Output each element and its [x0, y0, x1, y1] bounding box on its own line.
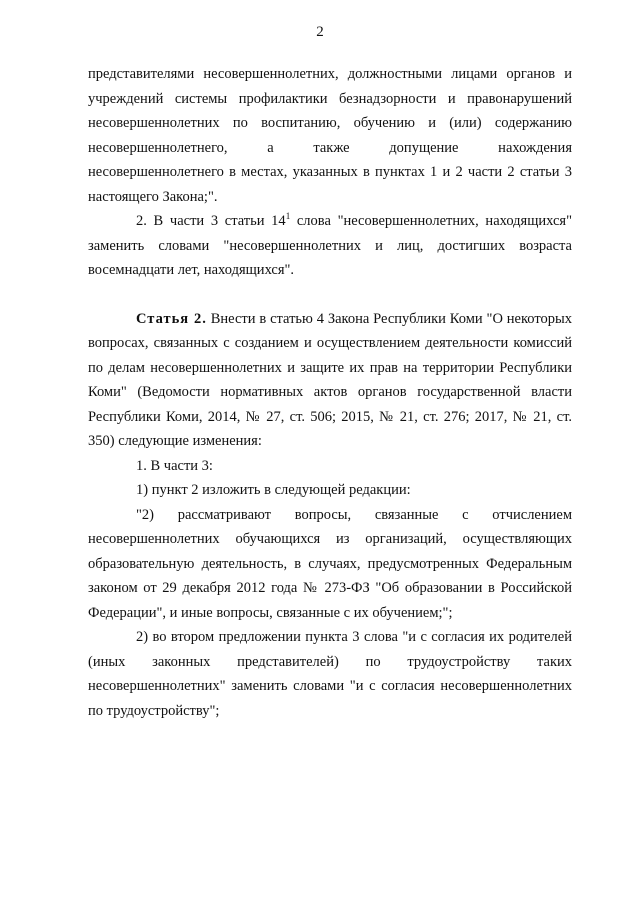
paragraph-point-2: 2) во втором предложении пункта 3 слова "и с согласия их родителей (иных законных представителей) по трудоустройству таких несовершеннолетних" заменить словами "и с согласия несовершеннолетних по трудоустройству"; — [88, 629, 572, 719]
article-superscript: 1 — [285, 211, 291, 222]
article-2-paragraph — [88, 307, 572, 454]
text-line: настоящего Закона;". — [88, 188, 218, 205]
item-2-text-start: 2. В части 3 статьи 14 — [136, 213, 286, 229]
text-line: несовершеннолетнего в местах, указанных в пунктах 1 и 2 части 2 статьи 3 — [88, 164, 572, 180]
text-line: учреждений системы профилактики безнадзорности и правонарушений — [88, 90, 572, 107]
page-number: 2 — [316, 24, 324, 40]
article-2-text: Внести в статью 4 Закона Республики Коми "О некоторых вопросах, связанных с созданием и осуществлением деятельности комиссий по делам несовершеннолетних и защите их прав на территории Республики Коми" (Ведомости нормативных актов органов государственной власти Республики Коми, 2014, № 27, ст. 506; 2015, № 21, ст. 276; 2017, № 21, ст. 350) следующие изменения: — [88, 310, 572, 449]
text-line: несовершеннолетнего, а также допущение нахождения — [88, 139, 572, 156]
paragraph-part-1: 1. В части 3: — [136, 457, 213, 474]
section-spacer — [88, 283, 572, 307]
article-heading: Статья 2. — [136, 310, 207, 327]
paragraph-item-2 — [88, 209, 572, 283]
text-line: представителями несовершеннолетних, должностными лицами органов и — [88, 66, 572, 82]
item-2-text-end: слова "несовершеннолетних, находящихся" заменить словами "несовершеннолетних и лиц, достигших возраста восемнадцати лет, находящихся". — [88, 213, 572, 278]
text-line: несовершеннолетних по воспитанию, обучению и (или) содержанию — [88, 115, 572, 131]
paragraph-point-1: 1) пункт 2 изложить в следующей редакции: — [136, 482, 411, 498]
paragraph-quoted-point-2: "2) рассматривают вопросы, связанные с отчислением несовершеннолетних обучающихся из организаций, осуществляющих образовательную деятельность, в случаях, предусмотренных Федеральным законом от 29 декабря 2012 года № 273-ФЗ "Об образовании в Российской Федерации", и иные вопросы, связанные с их обучением;"; — [88, 506, 572, 621]
paragraph-continuation — [88, 62, 572, 209]
document-body — [88, 62, 572, 723]
